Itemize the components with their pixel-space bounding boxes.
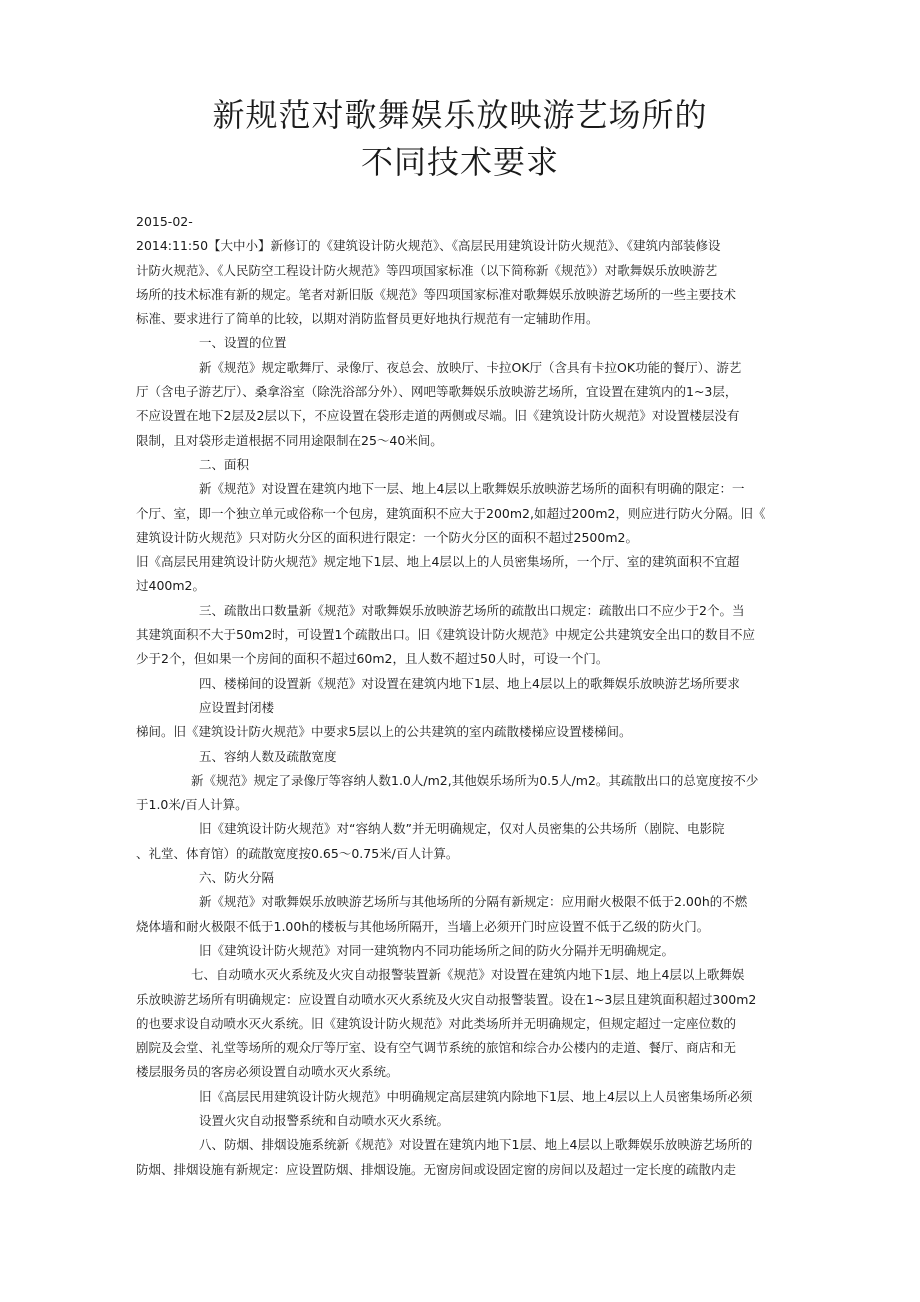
paragraph-line: 的也要求设自动喷水灭火系统。旧《建筑设计防火规范》对此类场所并无明确规定，但规定超过一定座位数的 xyxy=(136,1015,737,1031)
section-heading-8: 八、防烟、排烟设施系统新《规范》对设置在建筑内地下1层、地上4层以上歌舞娱乐放映游艺场所的 xyxy=(199,1137,753,1153)
document-title-line-2: 不同技术要求 xyxy=(360,143,559,181)
section-heading-7: 七、自动喷水灭火系统及火灾自动报警装置新《规范》对设置在建筑内地下1层、地上4层以上歌舞娱 xyxy=(191,967,745,983)
date-line: 2015-02- xyxy=(136,214,193,229)
paragraph-line: 少于2个，但如果一个房间的面积不超过60m2，且人数不超过50人时，可设一个门。 xyxy=(136,651,609,667)
paragraph-line: 乐放映游艺场所有明确规定：应设置自动喷水灭火系统及火灾自动报警装置。设在1~3层且建筑面积超过300m2 xyxy=(136,991,757,1007)
intro-line: 计防火规范》、《人民防空工程设计防火规范》等四项国家标准（以下简称新《规范》）对歌舞娱乐放映游艺 xyxy=(136,262,718,278)
paragraph-line: 新《规范》规定歌舞厅、录像厅、夜总会、放映厅、卡拉OK厅（含具有卡拉OK功能的餐厅）、游艺 xyxy=(199,359,742,375)
section-heading-2: 二、面积 xyxy=(199,456,250,472)
paragraph-line: 旧《高层民用建筑设计防火规范》规定地下1层、地上4层以上的人员密集场所，一个厅、室的建筑面积不宜超 xyxy=(136,554,740,570)
paragraph-line: 梯间。旧《建筑设计防火规范》中要求5层以上的公共建筑的室内疏散楼梯应设置楼梯间。 xyxy=(136,724,632,740)
paragraph-line: 旧《建筑设计防火规范》对“容纳人数”并无明确规定，仅对人员密集的公共场所（剧院、电影院 xyxy=(199,821,725,837)
intro-line: 2014:11:50【大中小】新修订的《建筑设计防火规范》、《高层民用建筑设计防火规范》、《建筑内部装修设 xyxy=(136,238,721,254)
paragraph-line: 旧《高层民用建筑设计防火规范》中明确规定高层建筑内除地下1层、地上4层以上人员密集场所必须 xyxy=(199,1088,753,1104)
section-heading-3: 三、疏散出口数量新《规范》对歌舞娱乐放映游艺场所的疏散出口规定：疏散出口不应少于2个。当 xyxy=(199,602,745,618)
paragraph-line: 新《规范》对设置在建筑内地下一层、地上4层以上歌舞娱乐放映游艺场所的面积有明确的限定：一 xyxy=(199,481,745,497)
section-heading-6: 六、防火分隔 xyxy=(199,870,275,886)
paragraph-line: 烧体墙和耐火极限不低于1.00h的楼板与其他场所隔开，当墙上必须开门时应设置不低于乙级的防火门。 xyxy=(136,918,710,934)
paragraph-line: 剧院及会堂、礼堂等场所的观众厅等厅室、设有空气调节系统的旅馆和综合办公楼内的走道、餐厅、商店和无 xyxy=(136,1040,737,1056)
section-heading-5: 五、容纳人数及疏散宽度 xyxy=(199,748,337,764)
paragraph-line: 新《规范》对歌舞娱乐放映游艺场所与其他场所的分隔有新规定：应用耐火极限不低于2.00h的不燃 xyxy=(199,894,748,910)
paragraph-line: 个厅、室，即一个独立单元或俗称一个包房，建筑面积不应大于200m2,如超过200m2，则应进行防火分隔。旧《 xyxy=(136,505,766,521)
paragraph-line: 厅（含电子游艺厅）、桑拿浴室（除洗浴部分外）、网吧等歌舞娱乐放映游艺场所，宜设置在建筑内的1~3层， xyxy=(136,384,738,400)
paragraph-line: 旧《建筑设计防火规范》对同一建筑物内不同功能场所之间的防火分隔并无明确规定。 xyxy=(199,942,675,958)
intro-line: 标准、要求进行了简单的比较，以期对消防监督员更好地执行规范有一定辅助作用。 xyxy=(136,311,599,327)
paragraph-line: 于1.0米/百人计算。 xyxy=(136,797,248,813)
paragraph-line: 其建筑面积不大于50m2时，可设置1个疏散出口。旧《建筑设计防火规范》中规定公共建筑安全出口的数目不应 xyxy=(136,627,755,643)
paragraph-line: 过400m2。 xyxy=(136,578,205,594)
paragraph-line: 设置火灾自动报警系统和自动喷水灭火系统。 xyxy=(199,1112,450,1128)
paragraph-line: 楼层服务员的客房必须设置自动喷水灭火系统。 xyxy=(136,1064,399,1080)
section-heading-4: 四、楼梯间的设置新《规范》对设置在建筑内地下1层、地上4层以上的歌舞娱乐放映游艺场所要求 xyxy=(199,675,740,691)
paragraph-line: 建筑设计防火规范》只对防火分区的面积进行限定：一个防火分区的面积不超过2500m2。 xyxy=(136,529,638,545)
intro-line: 场所的技术标准有新的规定。笔者对新旧版《规范》等四项国家标准对歌舞娱乐放映游艺场所的一些主要技术 xyxy=(136,286,737,302)
document-body xyxy=(136,210,788,1182)
paragraph-line: 不应设置在地下2层及2层以下，不应设置在袋形走道的两侧或尽端。旧《建筑设计防火规范》对设置楼层没有 xyxy=(136,408,740,424)
document-title-line-1: 新规范对歌舞娱乐放映游艺场所的 xyxy=(212,96,708,134)
paragraph-line: 防烟、排烟设施有新规定：应设置防烟、排烟设施。无窗房间或设固定窗的房间以及超过一定长度的疏散内走 xyxy=(136,1161,737,1177)
paragraph-line: 新《规范》规定了录像厅等容纳人数1.0人/m2,其他娱乐场所为0.5人/m2。其疏散出口的总宽度按不少 xyxy=(191,772,759,788)
paragraph-line: 应设置封闭楼 xyxy=(199,699,275,715)
paragraph-line: 、礼堂、体育馆）的疏散宽度按0.65～0.75米/百人计算。 xyxy=(136,845,459,861)
section-heading-1: 一、设置的位置 xyxy=(199,335,287,351)
paragraph-line: 限制，且对袋形走道根据不同用途限制在25～40米间。 xyxy=(136,432,443,448)
